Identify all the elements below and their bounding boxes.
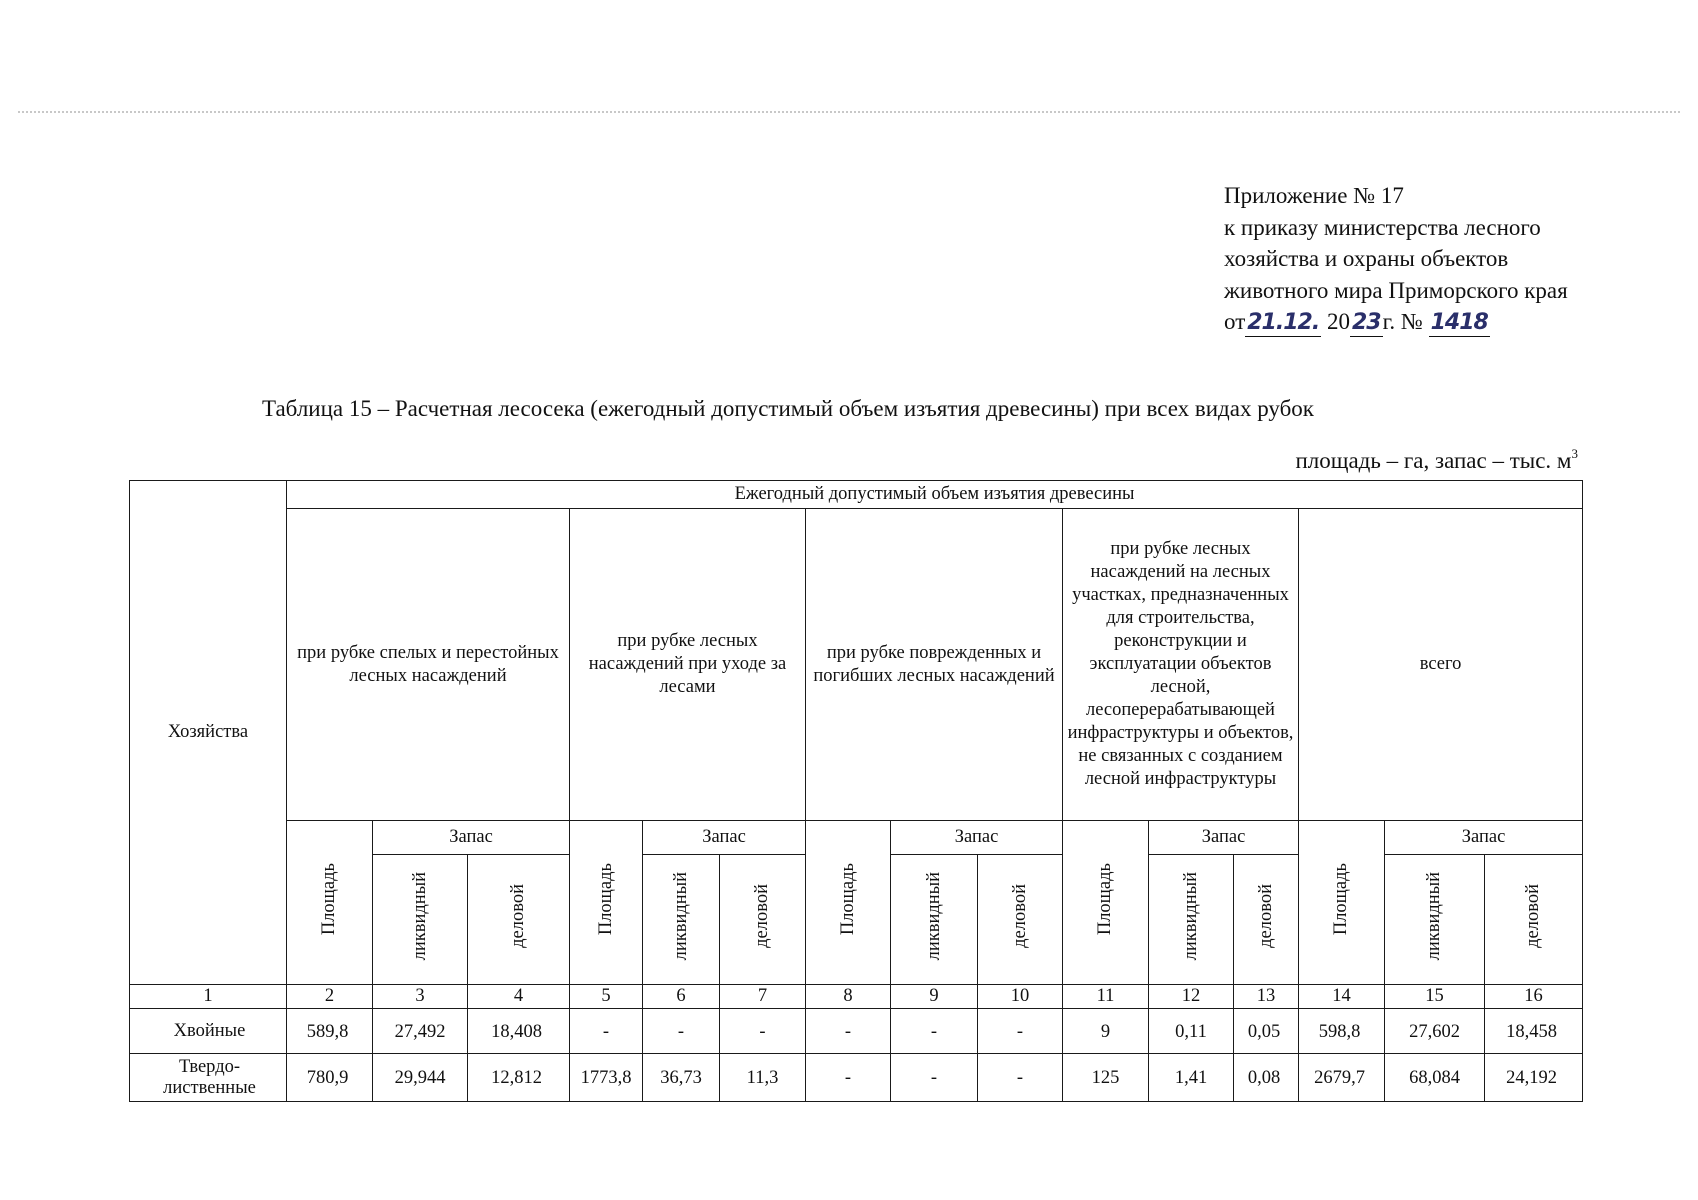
header-group-mature-cutting: при рубке спелых и перестойных лесных насаждений <box>287 509 570 821</box>
table-row-hardwood <box>130 1054 1583 1102</box>
header-group-total: всего <box>1299 509 1583 821</box>
header-stock: Запас <box>1385 821 1583 855</box>
handwritten-number: 1418 <box>1429 307 1490 339</box>
row-name <box>130 1054 287 1102</box>
year-prefix: 20 <box>1326 309 1350 334</box>
column-number: 9 <box>891 985 978 1009</box>
cell-value: - <box>978 1009 1063 1054</box>
header-group-construction-cutting: при рубке лесных насаждений на лесных участках, предназначенных для строительства, реконструкции и эксплуатации объектов лесной, лесоперерабатывающей инфраструктуры и объектов, не связанных с созданием лесной инфраструктуры <box>1063 509 1299 821</box>
header-area <box>806 821 891 985</box>
cell-value: - <box>570 1009 643 1054</box>
column-number: 14 <box>1299 985 1385 1009</box>
header-area-label: Площадь <box>319 862 339 936</box>
appendix-line: Приложение № 17 <box>1224 183 1404 208</box>
header-business-label: деловой <box>508 884 528 948</box>
cell-value: 598,8 <box>1299 1009 1385 1054</box>
header-liquid <box>373 855 468 985</box>
header-liquid <box>1149 855 1234 985</box>
header-area <box>287 821 373 985</box>
units-superscript: 3 <box>1571 446 1578 461</box>
column-number: 16 <box>1485 985 1583 1009</box>
column-number: 2 <box>287 985 373 1009</box>
header-liquid <box>1385 855 1485 985</box>
appendix-line: животного мира Приморского края <box>1224 277 1568 303</box>
cell-value: 1,41 <box>1149 1054 1234 1102</box>
header-area-label: Площадь <box>1095 862 1115 936</box>
cell-value: - <box>891 1054 978 1102</box>
column-number: 12 <box>1149 985 1234 1009</box>
column-number: 13 <box>1234 985 1299 1009</box>
units-note <box>1295 448 1578 474</box>
header-business <box>720 855 806 985</box>
cell-value: 18,408 <box>468 1009 570 1054</box>
header-liquid-label: ликвидный <box>923 871 944 961</box>
cell-value: 11,3 <box>720 1054 806 1102</box>
header-business-label: деловой <box>752 884 772 948</box>
header-liquid <box>643 855 720 985</box>
header-business-label: деловой <box>1009 884 1030 948</box>
row-name: Хвойные <box>130 1009 287 1054</box>
header-business-label: деловой <box>1523 884 1544 948</box>
cell-value: - <box>978 1054 1063 1102</box>
cell-value: 1773,8 <box>570 1054 643 1102</box>
cell-value: 9 <box>1063 1009 1149 1054</box>
header-group-care-cutting: при рубке лесных насаждений при уходе за лесами <box>570 509 806 821</box>
header-stock: Запас <box>373 821 570 855</box>
cutting-area-table <box>129 480 1583 1102</box>
cell-value: - <box>806 1054 891 1102</box>
header-liquid <box>891 855 978 985</box>
cell-value: 18,458 <box>1485 1009 1583 1054</box>
cell-value: 589,8 <box>287 1009 373 1054</box>
number-prefix: г. № <box>1382 309 1423 334</box>
header-stock: Запас <box>643 821 806 855</box>
column-number: 1 <box>130 985 287 1009</box>
header-liquid-label: ликвидный <box>670 871 691 961</box>
header-business <box>978 855 1063 985</box>
header-stock: Запас <box>1149 821 1299 855</box>
handwritten-date: 21.12. <box>1245 307 1321 339</box>
cell-value: - <box>720 1009 806 1054</box>
cell-value: 29,944 <box>373 1054 468 1102</box>
header-area <box>570 821 643 985</box>
header-area <box>1063 821 1149 985</box>
header-area-label: Площадь <box>595 862 616 936</box>
scan-artifact-line <box>18 111 1680 113</box>
header-area-label: Площадь <box>1331 862 1351 936</box>
column-number: 7 <box>720 985 806 1009</box>
header-business <box>1485 855 1583 985</box>
column-number: 15 <box>1385 985 1485 1009</box>
cell-value: 12,812 <box>468 1054 570 1102</box>
cell-value: 0,08 <box>1234 1054 1299 1102</box>
column-number-row <box>130 985 1583 1009</box>
header-stock: Запас <box>891 821 1063 855</box>
header-annual-volume: Ежегодный допустимый объем изъятия древесины <box>287 481 1583 509</box>
cell-value: 0,11 <box>1149 1009 1234 1054</box>
cell-value: - <box>643 1009 720 1054</box>
header-liquid-label: ликвидный <box>409 871 430 961</box>
date-prefix: от <box>1224 309 1246 334</box>
cell-value: 780,9 <box>287 1054 373 1102</box>
appendix-line: хозяйства и охраны объектов <box>1224 246 1509 271</box>
column-number: 10 <box>978 985 1063 1009</box>
header-group-damaged-cutting: при рубке поврежденных и погибших лесных насаждений <box>806 509 1063 821</box>
column-number: 8 <box>806 985 891 1009</box>
column-number: 11 <box>1063 985 1149 1009</box>
header-liquid-label: ликвидный <box>1180 871 1201 961</box>
header-business-label: деловой <box>1255 884 1276 948</box>
cell-value: 36,73 <box>643 1054 720 1102</box>
cell-value: 0,05 <box>1234 1009 1299 1054</box>
appendix-block <box>1224 180 1568 339</box>
cell-value: 24,192 <box>1485 1054 1583 1102</box>
cell-value: - <box>891 1009 978 1054</box>
appendix-date-line <box>1224 306 1568 339</box>
column-number: 6 <box>643 985 720 1009</box>
cell-value: - <box>806 1009 891 1054</box>
column-number: 5 <box>570 985 643 1009</box>
units-text: площадь – га, запас – тыс. м <box>1295 448 1572 473</box>
header-business <box>1234 855 1299 985</box>
cell-value: 27,492 <box>373 1009 468 1054</box>
row-name-text: Твердо- лиственные <box>163 1056 256 1098</box>
table-title: Таблица 15 – Расчетная лесосека (ежегодный допустимый объем изъятия древесины) при всех видах рубок <box>262 396 1314 421</box>
cell-value: 68,084 <box>1385 1054 1485 1102</box>
header-farm: Хозяйства <box>130 481 287 985</box>
header-area-label: Площадь <box>837 862 858 936</box>
cell-value: 125 <box>1063 1054 1149 1102</box>
column-number: 4 <box>468 985 570 1009</box>
header-business <box>468 855 570 985</box>
header-liquid-label: ликвидный <box>1424 871 1444 961</box>
header-area <box>1299 821 1385 985</box>
appendix-line: к приказу министерства лесного <box>1224 214 1541 240</box>
handwritten-year: 23 <box>1350 307 1383 339</box>
cell-value: 2679,7 <box>1299 1054 1385 1102</box>
table-row-coniferous <box>130 1009 1583 1054</box>
cell-value: 27,602 <box>1385 1009 1485 1054</box>
column-number: 3 <box>373 985 468 1009</box>
